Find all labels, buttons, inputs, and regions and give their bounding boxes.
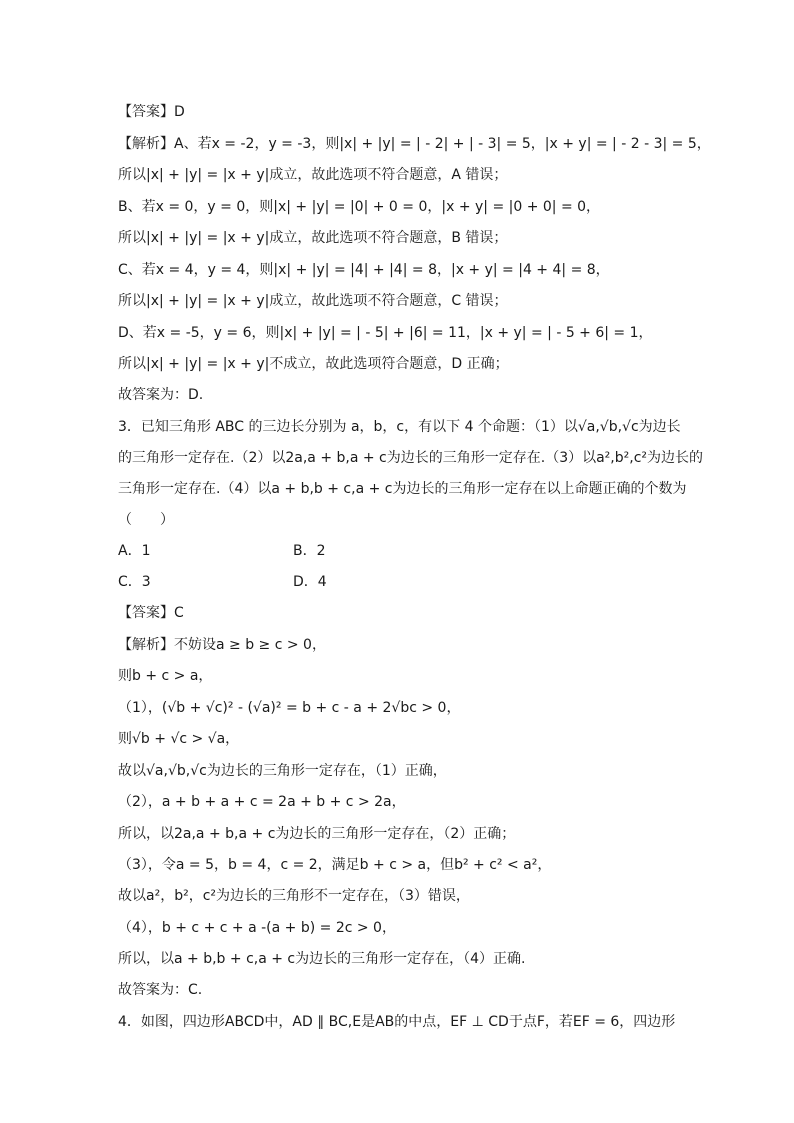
text-line: 所以，以a + b,b + c,a + c为边长的三角形一定存在，（4）正确. — [118, 951, 526, 967]
text-line: 故答案为：D. — [118, 387, 204, 403]
answer-line: 【答案】C — [118, 605, 184, 621]
option-b: B．2 — [293, 543, 326, 559]
analysis-line: 【解析】不妨设a ≥ b ≥ c > 0， — [118, 637, 326, 653]
question-line: 3．已知三角形 ABC 的三边长分别为 a，b，c，有以下 4 个命题：（1）以√a,√b,√c为边长 — [118, 419, 681, 435]
question-blank: （ ） — [118, 512, 174, 528]
text-line: 故以a²，b²，c²为边长的三角形不一定存在，（3）错误， — [118, 888, 470, 904]
text-line: 所以|x| + |y| = |x + y|不成立，故此选项符合题意，D 正确； — [118, 356, 509, 372]
text-line: （1），(√b + √c)² - (√a)² = b + c - a + 2√bc > 0， — [118, 700, 461, 716]
text-line: C、若x = 4，y = 4，则|x| + |y| = |4| + |4| = 8，|x + y| = |4 + 4| = 8， — [118, 262, 610, 278]
text-line: （3），令a = 5，b = 4，c = 2，满足b + c > a，但b² + c² < a²， — [118, 857, 552, 873]
text-line: 故答案为：C. — [118, 982, 203, 998]
question-line: 4．如图，四边形ABCD中，AD ∥ BC,E是AB的中点，EF ⊥ CD于点F，若EF = 6，四边形 — [118, 1014, 676, 1030]
option-c: C．3 — [118, 574, 151, 590]
text-line: （4），b + c + c + a -(a + b) = 2c > 0， — [118, 920, 396, 936]
text-line: （2），a + b + a + c = 2a + b + c > 2a， — [118, 794, 406, 810]
text-line: 所以|x| + |y| = |x + y|成立，故此选项不符合题意，A 错误； — [118, 167, 508, 183]
option-a: A．1 — [118, 543, 151, 559]
question-line: 的三角形一定存在.（2）以2a,a + b,a + c为边长的三角形一定存在.（3）以a²,b²,c²为边长的 — [118, 450, 704, 466]
answer-line: 【答案】D — [118, 104, 185, 120]
question-line: 三角形一定存在.（4）以a + b,b + c,a + c为边长的三角形一定存在以上命题正确的个数为 — [118, 481, 687, 497]
text-line: 所以，以2a,a + b,a + c为边长的三角形一定存在，（2）正确； — [118, 826, 516, 842]
text-line: 则b + c > a， — [118, 668, 213, 684]
option-d: D．4 — [293, 574, 327, 590]
analysis-line: 【解析】A、若x = -2，y = -3，则|x| + |y| = | - 2| + | - 3| = 5，|x + y| = | - 2 - 3| = 5， — [118, 136, 711, 152]
text-line: B、若x = 0，y = 0，则|x| + |y| = |0| + 0 = 0，|x + y| = |0 + 0| = 0， — [118, 199, 601, 215]
text-line: 所以|x| + |y| = |x + y|成立，故此选项不符合题意，C 错误； — [118, 293, 508, 309]
text-line: 所以|x| + |y| = |x + y|成立，故此选项不符合题意，B 错误； — [118, 230, 508, 246]
text-line: 故以√a,√b,√c为边长的三角形一定存在，（1）正确， — [118, 763, 447, 779]
text-line: D、若x = -5，y = 6，则|x| + |y| = | - 5| + |6| = 11，|x + y| = | - 5 + 6| = 1， — [118, 325, 653, 341]
text-line: 则√b + √c > √a， — [118, 731, 240, 747]
